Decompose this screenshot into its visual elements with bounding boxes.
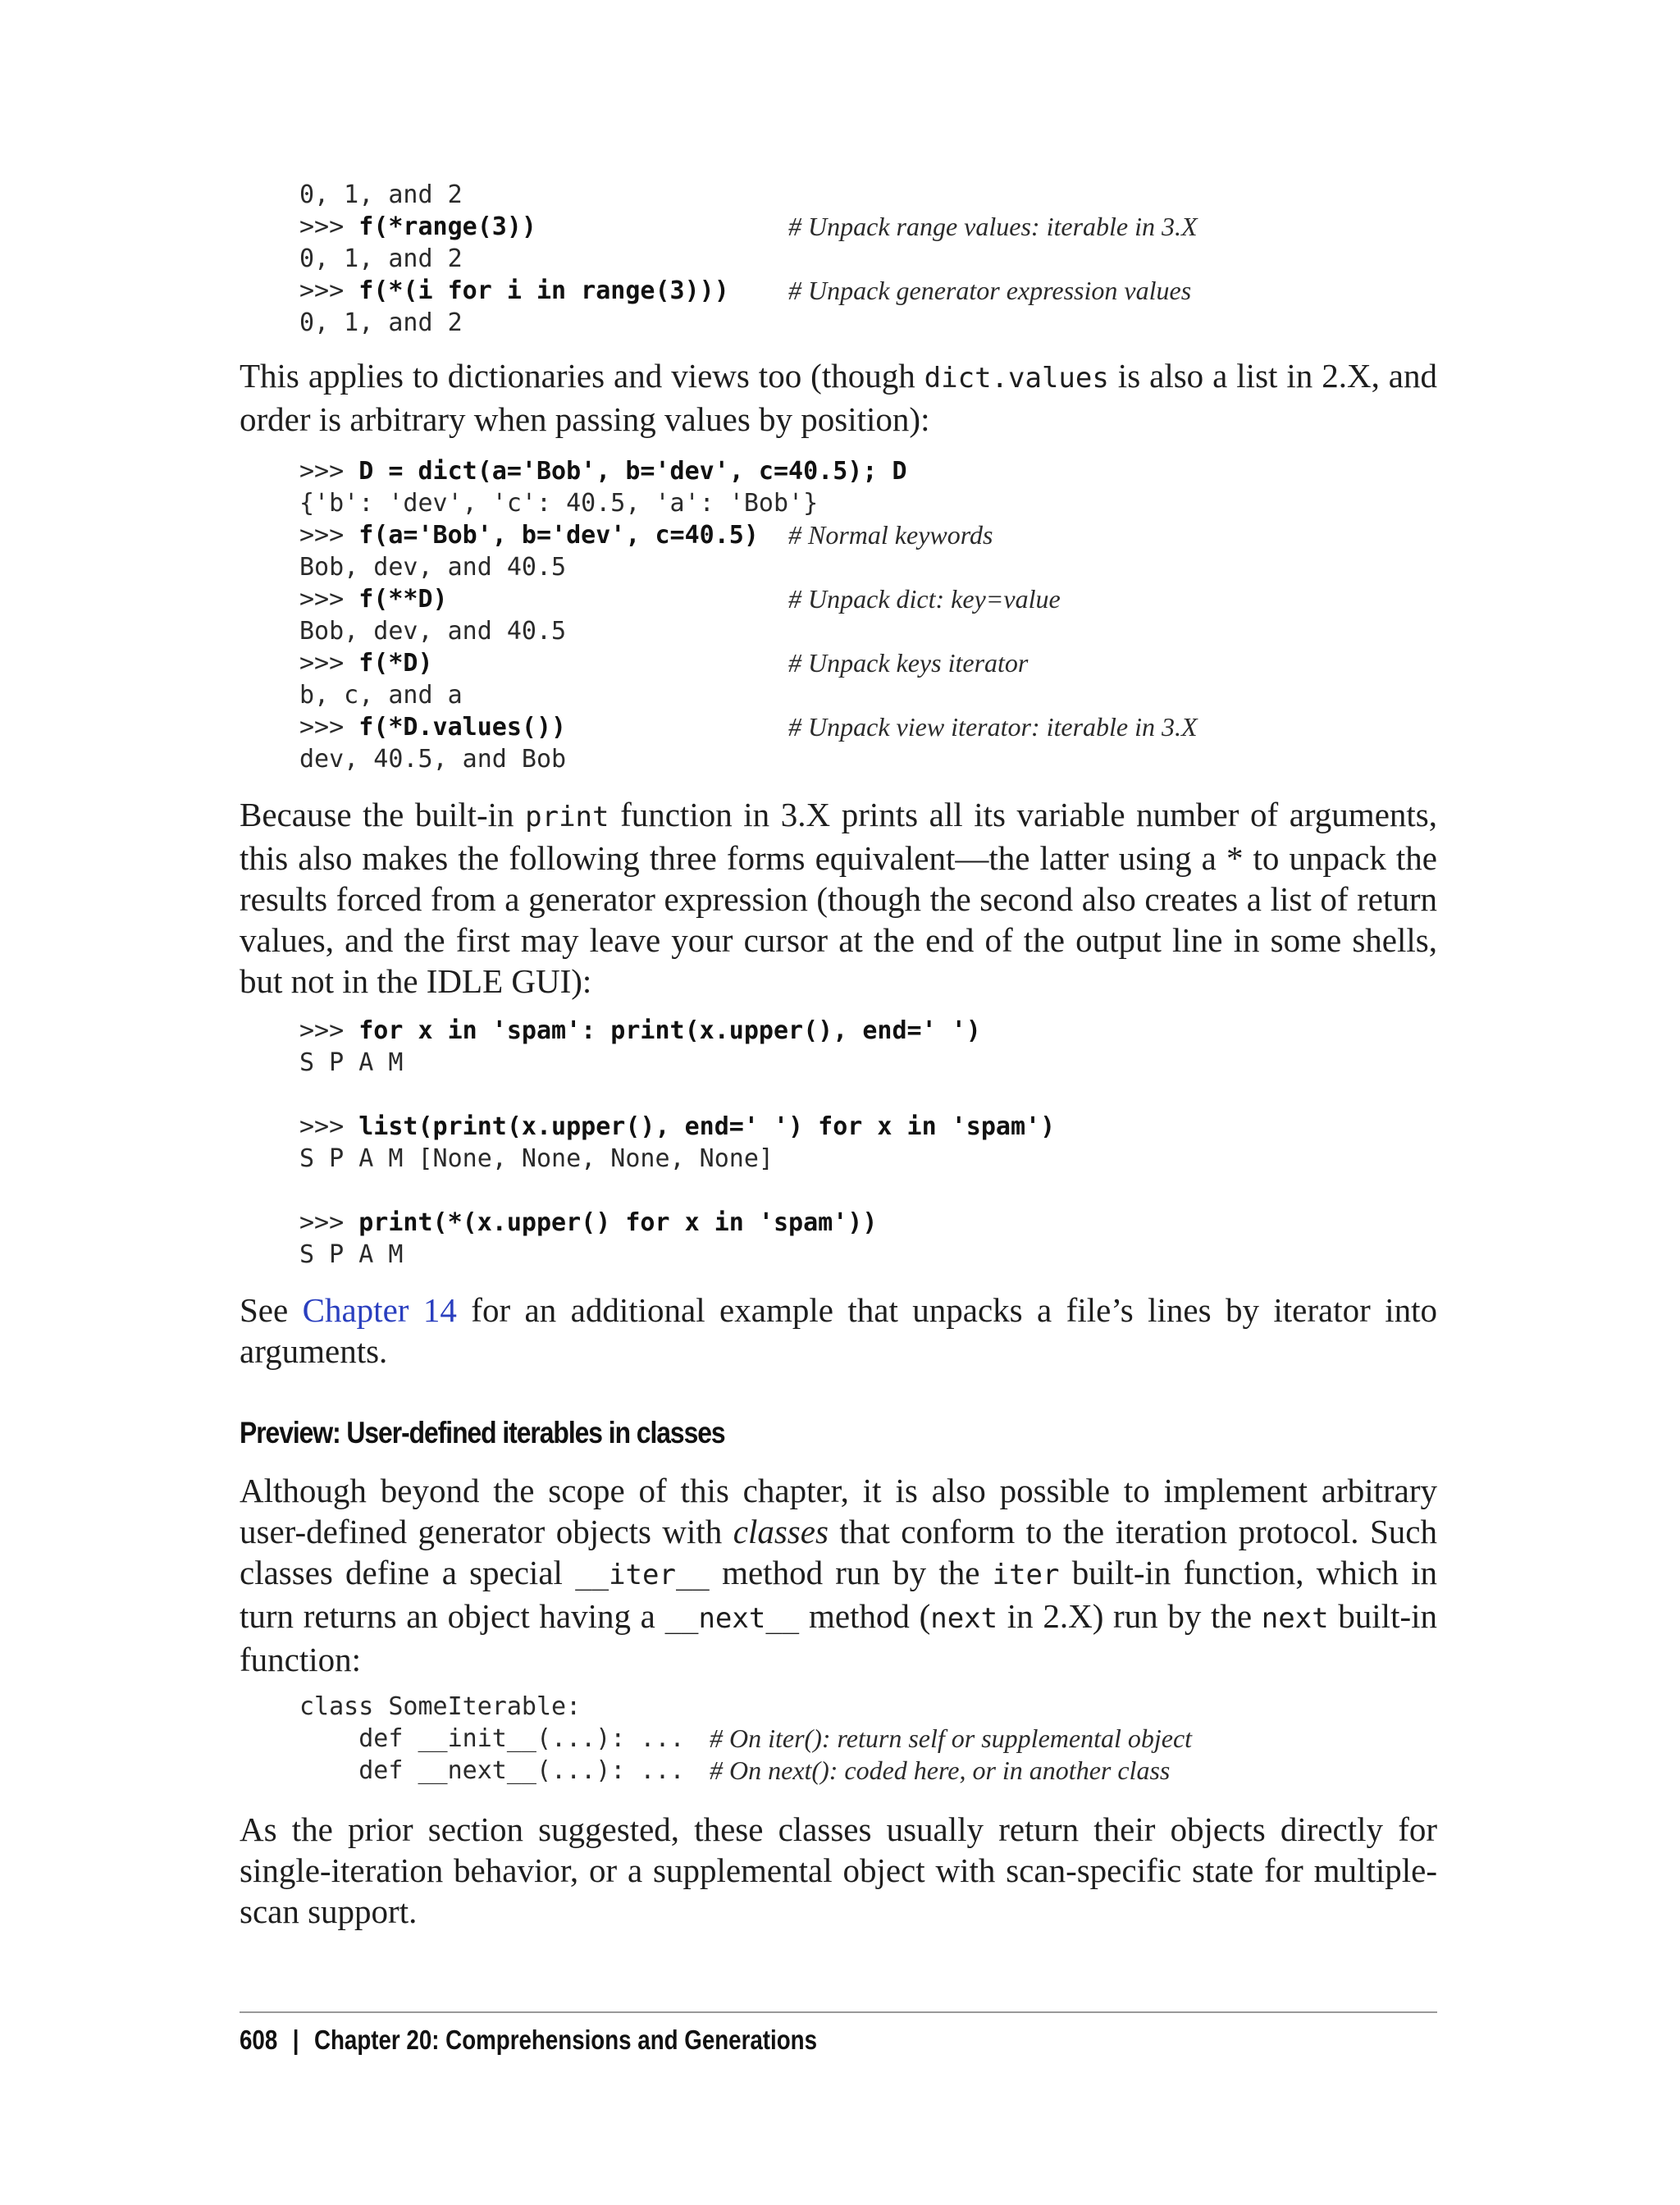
code-text: S P A M [299,1240,404,1269]
prompt-marker: >>> [299,713,359,742]
code-input: list(print(x.upper(), end=' ') for x in 'spam') [358,1112,1056,1141]
paragraph-text: Although beyond the scope of this chapter, it is also possible to implement arbitrary user-defined generator objects with classes that conform to the iteration protocol. Such classes define a special __iter__ method run by the iter built-in function, which in turn returns an object having a __next__ method (next in 2.X) run by the next built-in function: [240,1472,1438,1678]
prompt-marker: >>> [299,649,359,678]
inline-code: print [525,801,609,833]
code-block-3 [240,1015,1437,1271]
code-output-line [299,615,1437,647]
code-comment: # Unpack view iterator: iterable in 3.X [788,712,1198,742]
code-blank-line [299,1175,1437,1207]
code-input-line [299,519,1437,551]
code-input: D = dict(a='Bob', b='dev', c=40.5); D [358,457,907,486]
code-text: def __next__(...): ... [299,1756,685,1785]
code-input: print(*(x.upper() for x in 'spam')) [358,1208,878,1237]
code-output-line [299,743,1437,775]
inline-code: iter [992,1559,1060,1591]
code-text: def __init__(...): ... [299,1724,685,1753]
code-text: 0, 1, and 2 [299,308,463,337]
code-listing [299,1015,1437,1271]
paragraph-4 [240,1470,1437,1680]
footer-separator: | [292,2025,299,2055]
code-text: S P A M [299,1048,404,1077]
paragraph-2 [240,794,1437,1002]
code-text: class SomeIterable: [299,1692,582,1721]
code-text: {'b': 'dev', 'c': 40.5, 'a': 'Bob'} [299,489,819,518]
code-input-line [299,1207,1437,1239]
code-output-line [299,179,1437,211]
code-output-line [299,551,1437,583]
code-comment: # Unpack range values: iterable in 3.X [788,212,1198,241]
code-block-2 [240,455,1437,775]
paragraph-text: As the prior section suggested, these classes usually return their objects directly for single-iteration behavior, or a supplemental object with scan-specific state for multiple-scan support. [240,1810,1437,1930]
code-input: f(**D) [358,585,448,614]
section-heading: Preview: User-defined iterables in classes [240,1416,725,1449]
page-footer [240,2025,817,2056]
chapter-title: Chapter 20: Comprehensions and Generations [313,2025,818,2055]
code-output-line [299,1723,1437,1755]
page-number: 608 [240,2025,278,2055]
inline-code: next [930,1602,998,1635]
code-input-line [299,211,1437,243]
code-text: dev, 40.5, and Bob [299,745,567,774]
inline-code: next [1261,1602,1329,1635]
code-comment: # On iter(): return self or supplemental object [710,1723,1193,1753]
paragraph-text: Because the built-in print function in 3.X prints all its variable number of arguments, this also makes the following three forms equivalent—the latter using a * to unpack the results forced from a generator expression (though the second also creates a list of return values, and the first may leave your cursor at the end of the output line in some shells, but not in the IDLE GUI): [240,796,1437,1000]
code-text: 0, 1, and 2 [299,180,463,209]
code-output-line [299,243,1437,275]
code-text: S P A M [None, None, None, None] [299,1144,774,1173]
prompt-marker: >>> [299,457,359,486]
code-listing [299,1691,1437,1787]
paragraph-text: See Chapter 14 for an additional example that unpacks a file’s lines by iterator into arguments. [240,1291,1437,1370]
prompt-marker: >>> [299,276,359,305]
code-input-line [299,711,1437,743]
code-input-line [299,455,1437,487]
prompt-marker: >>> [299,1208,359,1237]
code-listing [299,455,1437,775]
emphasis: classes [733,1513,829,1550]
paragraph-5 [240,1809,1437,1932]
code-input: f(*D) [358,649,433,678]
code-block-4 [240,1691,1437,1787]
code-input-line [299,583,1437,615]
code-input-line [299,647,1437,679]
code-output-line [299,1239,1437,1271]
code-output-line [299,1755,1437,1787]
code-text: b, c, and a [299,681,463,710]
paragraph-3 [240,1290,1437,1372]
code-text: 0, 1, and 2 [299,244,463,273]
code-text: Bob, dev, and 40.5 [299,553,567,582]
code-input-line [299,1111,1437,1143]
code-output-line [299,1691,1437,1723]
code-output-line [299,679,1437,711]
inline-code: __iter__ [575,1559,710,1591]
prompt-marker: >>> [299,1112,359,1141]
prompt-marker: >>> [299,1016,359,1045]
prompt-marker: >>> [299,521,359,550]
code-output-line [299,487,1437,519]
code-input-line [299,275,1437,307]
section-heading-block [240,1416,1437,1450]
code-listing [299,179,1437,339]
code-block-1 [240,179,1437,339]
code-input: f(a='Bob', b='dev', c=40.5) [358,521,759,550]
chapter-14-link[interactable]: Chapter 14 [302,1291,457,1329]
paragraph-text: This applies to dictionaries and views too (though dict.values is also a list in 2.X, and order is arbitrary when passing values by position): [240,357,1437,438]
prompt-marker: >>> [299,585,359,614]
prompt-marker: >>> [299,212,359,241]
code-output-line [299,1143,1437,1175]
inline-code: dict.values [924,362,1109,395]
code-blank-line [299,1079,1437,1111]
code-output-line [299,307,1437,339]
code-comment: # Unpack dict: key=value [788,584,1061,614]
code-comment: # On next(): coded here, or in another class [710,1755,1171,1785]
code-comment: # Normal keywords [788,520,993,550]
code-input: f(*D.values()) [358,713,567,742]
footer-divider [240,2011,1437,2013]
code-input: f(*range(3)) [358,212,536,241]
code-comment: # Unpack generator expression values [788,276,1192,305]
code-input-line [299,1015,1437,1047]
code-text: Bob, dev, and 40.5 [299,617,567,646]
code-comment: # Unpack keys iterator [788,648,1029,678]
code-input: f(*(i for i in range(3))) [358,276,729,305]
code-input: for x in 'spam': print(x.upper(), end=' ') [358,1016,981,1045]
paragraph-1 [240,355,1437,440]
inline-code: __next__ [664,1602,800,1635]
code-output-line [299,1047,1437,1079]
